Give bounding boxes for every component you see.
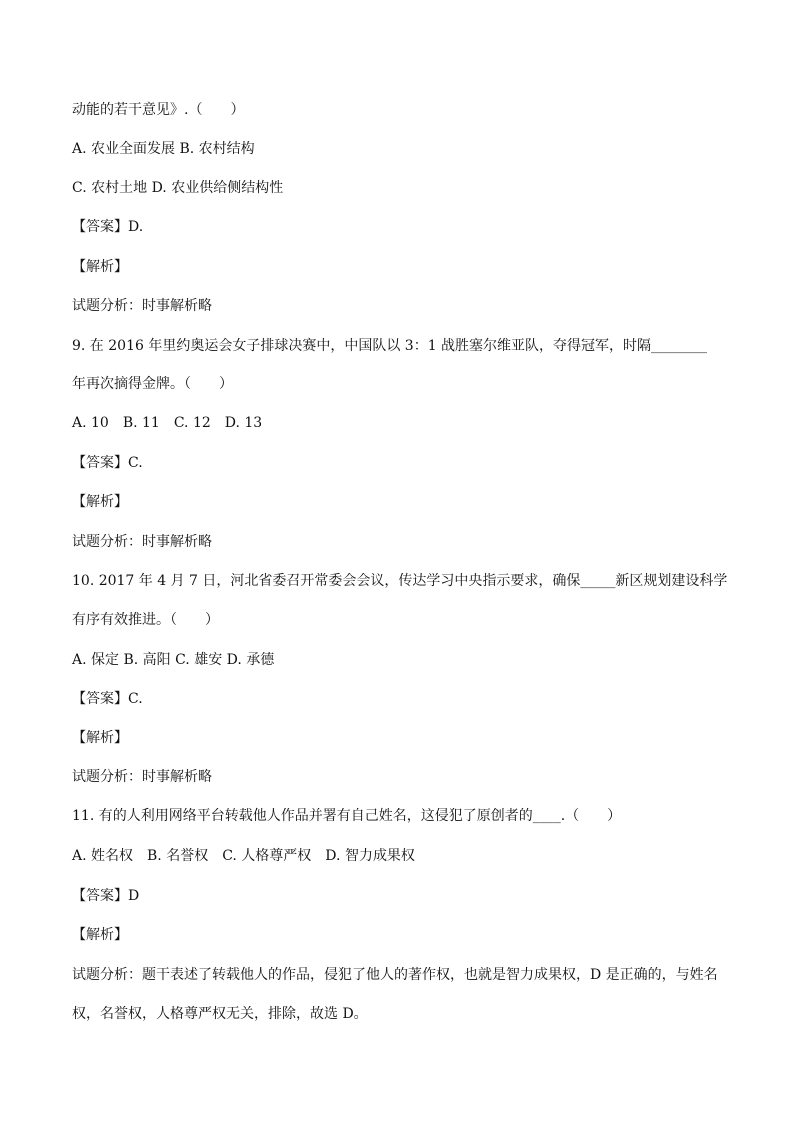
question-10-analysis-heading: 【解析】 <box>72 730 128 746</box>
question-8-stem-continued: 动能的若干意见》.（ ） <box>72 102 245 118</box>
question-11-analysis-continued: 权，名誉权，人格尊严权无关，排除，故选 D。 <box>72 1006 368 1022</box>
question-9-analysis-heading: 【解析】 <box>72 494 128 510</box>
question-11-stem: 11. 有的人利用网络平台转载他人作品并署有自己姓名，这侵犯了原创者的____.（ ） <box>72 808 622 824</box>
question-8-options-cd: C. 农村土地 D. 农业供给侧结构性 <box>72 180 284 196</box>
question-8-answer: 【答案】D. <box>72 219 144 235</box>
question-9-stem: 9. 在 2016 年里约奥运会女子排球决赛中，中国队以 3：1 战胜塞尔维亚队，夺得冠军，时隔________ <box>72 338 708 354</box>
question-10-answer: 【答案】C. <box>72 691 143 707</box>
question-10-analysis: 试题分析：时事解析略 <box>72 769 212 785</box>
question-9-options: A. 10 B. 11 C. 12 D. 13 <box>72 415 263 431</box>
question-11-analysis-heading: 【解析】 <box>72 927 128 943</box>
question-8-analysis-heading: 【解析】 <box>72 259 128 275</box>
question-9-stem-continued: 年再次摘得金牌。（ ） <box>72 376 233 392</box>
question-8-analysis: 试题分析：时事解析略 <box>72 298 212 314</box>
question-9-analysis: 试题分析：时事解析略 <box>72 534 212 550</box>
question-9-answer: 【答案】C. <box>72 455 143 471</box>
question-10-stem: 10. 2017 年 4 月 7 日，河北省委召开常委会会议，传达学习中央指示要求，确保_____新区规划建设科学 <box>72 573 728 589</box>
question-8-options-ab: A. 农业全面发展 B. 农村结构 <box>72 141 255 157</box>
question-10-stem-continued: 有序有效推进。（ ） <box>72 612 219 628</box>
question-11-analysis: 试题分析：题干表述了转载他人的作品，侵犯了他人的著作权，也就是智力成果权，D 是正确的，与姓名 <box>72 967 718 983</box>
question-10-options: A. 保定 B. 高阳 C. 雄安 D. 承德 <box>72 652 275 668</box>
question-11-answer: 【答案】D <box>72 888 140 904</box>
question-11-options: A. 姓名权 B. 名誉权 C. 人格尊严权 D. 智力成果权 <box>72 848 415 864</box>
